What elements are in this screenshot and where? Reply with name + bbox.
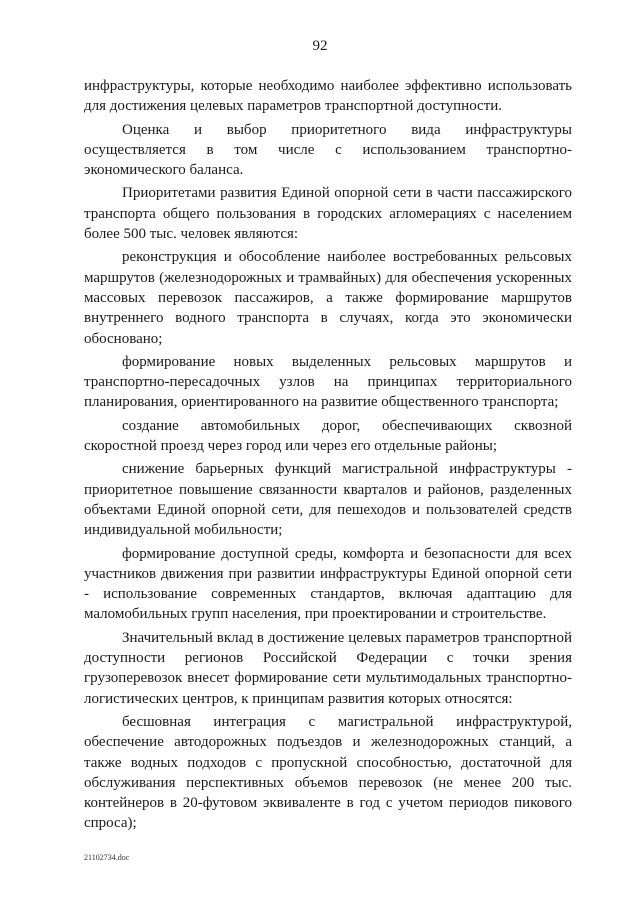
- paragraph: инфраструктуры, которые необходимо наиболее эффективно использовать для достижения целевых параметров транспортной доступности.: [84, 78, 572, 115]
- list-item: реконструкция и обособление наиболее востребованных рельсовых маршрутов (железнодорожных и трамвайных) для обеспечения ускоренных массовых перевозок пассажиров, а также формирование маршрутов внутреннего водного транспорта в случаях, когда это экономически обосновано;: [84, 249, 572, 347]
- list-item: формирование новых выделенных рельсовых маршрутов и транспортно-пересадочных узлов на принципах территориального планирования, ориентированного на развитие общественного транспорта;: [84, 353, 572, 411]
- page-number: 92: [312, 38, 328, 54]
- list-item: снижение барьерных функций магистральной инфраструктуры - приоритетное повышение связанности кварталов и районов, разделенных объектами Единой опорной сети, для пешеходов и пользователей средств индивидуальной мобильности;: [84, 461, 572, 539]
- paragraph: Приоритетами развития Единой опорной сети в части пассажирского транспорта общего пользования в городских агломерациях с населением более 500 тыс. человек являются:: [84, 185, 572, 243]
- list-item: бесшовная интеграция с магистральной инфраструктурой, обеспечение автодорожных подъездов и железнодорожных станций, а также водных подходов с пропускной способностью, достаточной для обслуживания перспективных объемов перевозок (не менее 200 тыс. контейнеров в 20-футовом эквиваленте в год с учетом периодов пикового спроса);: [84, 713, 572, 832]
- document-body: [84, 76, 572, 837]
- paragraph: Оценка и выбор приоритетного вида инфраструктуры осуществляется в том числе с использованием транспортно-экономического баланса.: [84, 121, 572, 179]
- list-item: формирование доступной среды, комфорта и безопасности для всех участников движения при развитии инфраструктуры Единой опорной сети - использование современных стандартов, включая адаптацию для маломобильных групп населения, при проектировании и строительстве.: [84, 545, 572, 623]
- paragraph: Значительный вклад в достижение целевых параметров транспортной доступности регионов Российской Федерации с точки зрения грузоперевозок внесет формирование сети мультимодальных транспортно-логистических центров, к принципам развития которых относятся:: [84, 629, 572, 707]
- document-footer: 21102734.doc: [84, 853, 130, 862]
- list-item: создание автомобильных дорог, обеспечивающих сквозной скоростной проезд через город или через его отдельные районы;: [84, 417, 572, 455]
